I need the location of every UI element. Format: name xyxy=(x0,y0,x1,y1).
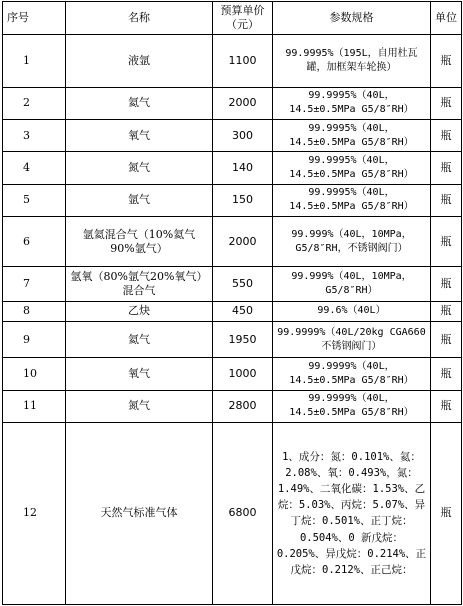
table-row xyxy=(3,87,462,119)
cell-price: 6800 xyxy=(213,422,273,604)
cell-name: 氩氧（80%氩气20%氧气）混合气 xyxy=(66,267,213,301)
cell-price: 140 xyxy=(213,152,273,184)
table-row xyxy=(3,422,462,604)
cell-price: 300 xyxy=(213,119,273,151)
cell-spec: 99.6%（40L） xyxy=(273,301,431,321)
cell-unit: 瓶 xyxy=(431,321,462,357)
cell-index: 12 xyxy=(3,422,66,604)
cell-unit: 瓶 xyxy=(431,87,462,119)
cell-index: 5 xyxy=(3,184,66,216)
table-row xyxy=(3,152,462,184)
table-row xyxy=(3,119,462,151)
cell-price: 1000 xyxy=(213,358,273,390)
cell-unit: 瓶 xyxy=(431,152,462,184)
cell-unit: 瓶 xyxy=(431,184,462,216)
cell-price: 2800 xyxy=(213,390,273,422)
table-row xyxy=(3,301,462,321)
cell-unit: 瓶 xyxy=(431,119,462,151)
cell-spec: 99.9995%（40L，14.5±0.5MPa G5/8″RH） xyxy=(273,87,431,119)
cell-spec: 99.9999%（40L，14.5±0.5MPa G5/8″RH） xyxy=(273,358,431,390)
header-spec: 参数规格 xyxy=(273,2,431,35)
cell-spec: 99.9995%（40L，14.5±0.5MPa G5/8″RH） xyxy=(273,184,431,216)
cell-name: 氧气 xyxy=(66,119,213,151)
cell-price: 2000 xyxy=(213,87,273,119)
cell-spec: 99.9995%（40L，14.5±0.5MPa G5/8″RH） xyxy=(273,152,431,184)
header-price: 预算单价（元） xyxy=(213,2,273,35)
cell-name: 氮气 xyxy=(66,390,213,422)
cell-spec: 99.9995%（40L，14.5±0.5MPa G5/8″RH） xyxy=(273,119,431,151)
cell-price: 550 xyxy=(213,267,273,301)
gas-price-table xyxy=(2,1,462,605)
cell-spec: 99.999%（40L，10MPa，G5/8″RH，不锈钢阀门） xyxy=(273,216,431,267)
cell-spec: 99.9999%（40L/20kg CGA660 不锈钢阀门） xyxy=(273,321,431,357)
cell-index: 7 xyxy=(3,267,66,301)
header-name: 名称 xyxy=(66,2,213,35)
cell-index: 9 xyxy=(3,321,66,357)
cell-index: 10 xyxy=(3,358,66,390)
cell-name: 氦气 xyxy=(66,321,213,357)
cell-unit: 瓶 xyxy=(431,422,462,604)
table-row xyxy=(3,321,462,357)
cell-name: 天然气标准气体 xyxy=(66,422,213,604)
cell-price: 1100 xyxy=(213,35,273,88)
table-row xyxy=(3,390,462,422)
cell-spec: 1、成分：氮：0.101%、氦：2.08%、氧：0.493%，氮：1.49%、二氧化碳：1.53%、乙烷：5.03%、丙烷：5.07%、异丁烷：0.501%、正丁烷：0.504%、0 新戊烷：0.205%、异戊烷：0.214%、正戊烷：0.212%、正己烷： xyxy=(273,422,431,604)
cell-unit: 瓶 xyxy=(431,301,462,321)
cell-unit: 瓶 xyxy=(431,216,462,267)
cell-unit: 瓶 xyxy=(431,390,462,422)
cell-name: 氩氦混合气（10%氦气 90%氩气） xyxy=(66,216,213,267)
cell-price: 1950 xyxy=(213,321,273,357)
cell-index: 4 xyxy=(3,152,66,184)
table-row xyxy=(3,358,462,390)
cell-index: 11 xyxy=(3,390,66,422)
cell-name: 氦气 xyxy=(66,87,213,119)
cell-unit: 瓶 xyxy=(431,267,462,301)
cell-price: 450 xyxy=(213,301,273,321)
cell-name: 液氩 xyxy=(66,35,213,88)
cell-spec: 99.9995%（195L，自用杜瓦罐，加框架车轮换） xyxy=(273,35,431,88)
cell-price: 2000 xyxy=(213,216,273,267)
cell-index: 3 xyxy=(3,119,66,151)
cell-unit: 瓶 xyxy=(431,358,462,390)
cell-index: 1 xyxy=(3,35,66,88)
header-index: 序号 xyxy=(3,2,66,35)
cell-name: 氮气 xyxy=(66,152,213,184)
table-row xyxy=(3,35,462,88)
table-header-row xyxy=(3,2,462,35)
header-unit: 单位 xyxy=(431,2,462,35)
cell-index: 6 xyxy=(3,216,66,267)
cell-spec: 99.999%（40L，10MPa，G5/8″RH） xyxy=(273,267,431,301)
table-row xyxy=(3,267,462,301)
cell-spec: 99.9999%（40L，14.5±0.5MPa G5/8″RH） xyxy=(273,390,431,422)
cell-name: 乙炔 xyxy=(66,301,213,321)
cell-index: 2 xyxy=(3,87,66,119)
table-row xyxy=(3,216,462,267)
cell-price: 150 xyxy=(213,184,273,216)
cell-index: 8 xyxy=(3,301,66,321)
cell-name: 氧气 xyxy=(66,358,213,390)
table-row xyxy=(3,184,462,216)
cell-name: 氩气 xyxy=(66,184,213,216)
cell-unit: 瓶 xyxy=(431,35,462,88)
